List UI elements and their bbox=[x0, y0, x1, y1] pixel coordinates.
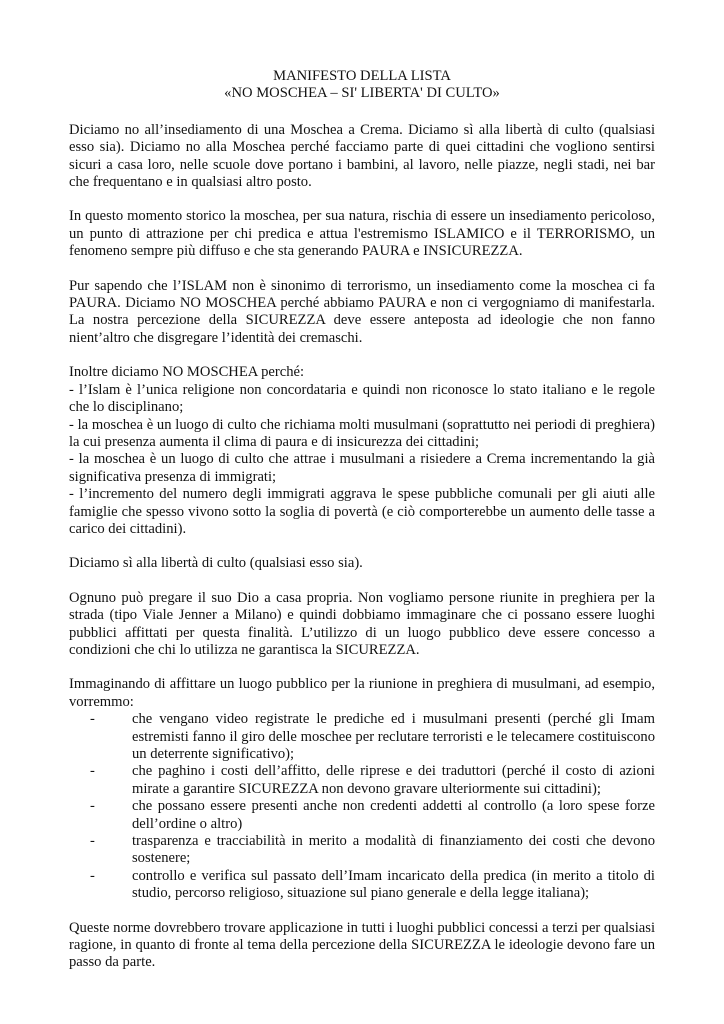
document-title bbox=[69, 68, 655, 103]
paragraph-fear: Pur sapendo che l’ISLAM non è sinonimo di terrorismo, un insediamento come la moschea ci fa PAURA. Diciamo NO MOSCHEA perché abbiamo PAURA e non ci vergogniamo di manifestarla. La nostra percezione della SICUREZZA deve essere anteposta ad ideologie che non fanno nient’altro che disgregare l’identità dei cremaschi. bbox=[69, 277, 655, 346]
paragraph-historical-moment: In questo momento storico la moschea, per sua natura, rischia di essere un insediamento pericoloso, un punto di attrazione per chi predica e attua l'estremismo ISLAMICO e il TERRORISMO, un fenomeno sempre più diffuso e che sta generando PAURA e INSICUREZZA. bbox=[69, 208, 655, 260]
reasons-intro: Inoltre diciamo NO MOSCHEA perché: bbox=[69, 364, 305, 381]
bullet-dash: - bbox=[90, 711, 95, 728]
title-line-2: «NO MOSCHEA – SI' LIBERTA' DI CULTO» bbox=[224, 85, 500, 102]
reason-item: - la moschea è un luogo di culto che attrae i musulmani a risiedere a Crema incrementando la già significativa presenza di immigrati; bbox=[69, 451, 655, 485]
bullet-dash: - bbox=[90, 798, 95, 815]
bullet-dash: - bbox=[90, 867, 95, 884]
reason-item: - la moschea è un luogo di culto che richiama molti musulmani (soprattutto nei periodi di preghiera) la cui presenza aumenta il clima di paura e di insicurezza dei cittadini; bbox=[69, 416, 655, 450]
list-item-text: che possano essere presenti anche non credenti addetti al controllo (a loro spese forze dell’ordine o altro) bbox=[132, 798, 655, 832]
list-item-text: controllo e verifica sul passato dell’Imam incaricato della predica (in merito a titolo di studio, percorso religioso, situazione sul piano generale e della legge italiana); bbox=[132, 867, 655, 902]
list-item bbox=[69, 833, 655, 868]
paragraph-pray-at-home: Ognuno può pregare il suo Dio a casa propria. Non vogliamo persone riunite in preghiera per la strada (tipo Viale Jenner a Milano) e quindi dobbiamo immaginare che ci possano essere luoghi pubblici affittati per questa finalità. L’utilizzo di un luogo pubblico deve essere concesso a condizioni che chi lo utilizza ne garantisca la SICUREZZA. bbox=[69, 589, 655, 658]
list-item-text: che vengano video registrate le prediche ed i musulmani presenti (perché gli Imam estremisti fanno il giro delle moschee per reclutare terroristi e le telecamere costituiscono un deterrente significativo); bbox=[132, 711, 655, 762]
list-item bbox=[69, 711, 655, 763]
list-item bbox=[69, 798, 655, 833]
bullet-dash: - bbox=[90, 763, 95, 780]
yes-statement: Diciamo sì alla libertà di culto (qualsiasi esso sia). bbox=[69, 555, 363, 572]
list-item bbox=[69, 868, 655, 903]
list-item-text: trasparenza e tracciabilità in merito a modalità di finanziamento dei costi che devono sostenere; bbox=[132, 833, 655, 867]
closing-paragraph: Queste norme dovrebbero trovare applicazione in tutti i luoghi pubblici concessi a terzi per qualsiasi ragione, in quanto di fronte al tema della percezione della SICUREZZA le ideologie devono fare un passo da parte. bbox=[69, 919, 655, 971]
conditions-intro: Immaginando di affittare un luogo pubblico per la riunione in preghiera di musulmani, ad esempio, vorremmo: bbox=[69, 676, 655, 710]
reason-item: - l’Islam è l’unica religione non concordataria e quindi non riconosce lo stato italiano e le regole che lo disciplinano; bbox=[69, 381, 655, 416]
document-body bbox=[69, 68, 655, 972]
conditions-list bbox=[69, 711, 655, 902]
paragraph-intro: Diciamo no all’insediamento di una Moschea a Crema. Diciamo sì alla libertà di culto (qualsiasi esso sia). Diciamo no alla Moschea perché facciamo parte di quei cittadini che vogliono sentirsi sicuri a casa loro, nelle scuole dove portano i bambini, al lavoro, nelle piazze, negli stadi, nei bar che frequentano e in qualsiasi altro posto. bbox=[69, 121, 655, 191]
reasons-section bbox=[69, 364, 655, 538]
reason-item: - l’incremento del numero degli immigrati aggrava le spese pubbliche comunali per gli aiuti alle famiglie che spesso vivono sotto la soglia di povertà (e ciò comporterebbe un aumento delle tasse a carico dei cittadini). bbox=[69, 486, 655, 537]
title-line-1: MANIFESTO DELLA LISTA bbox=[273, 68, 451, 84]
list-item bbox=[69, 763, 655, 798]
list-item-text: che paghino i costi dell’affitto, delle riprese e dei traduttori (perché il costo di azioni mirate a garantire SICUREZZA non devono gravare ulteriormente sui cittadini); bbox=[132, 763, 655, 797]
conditions-section bbox=[69, 676, 655, 902]
bullet-dash: - bbox=[90, 833, 95, 850]
